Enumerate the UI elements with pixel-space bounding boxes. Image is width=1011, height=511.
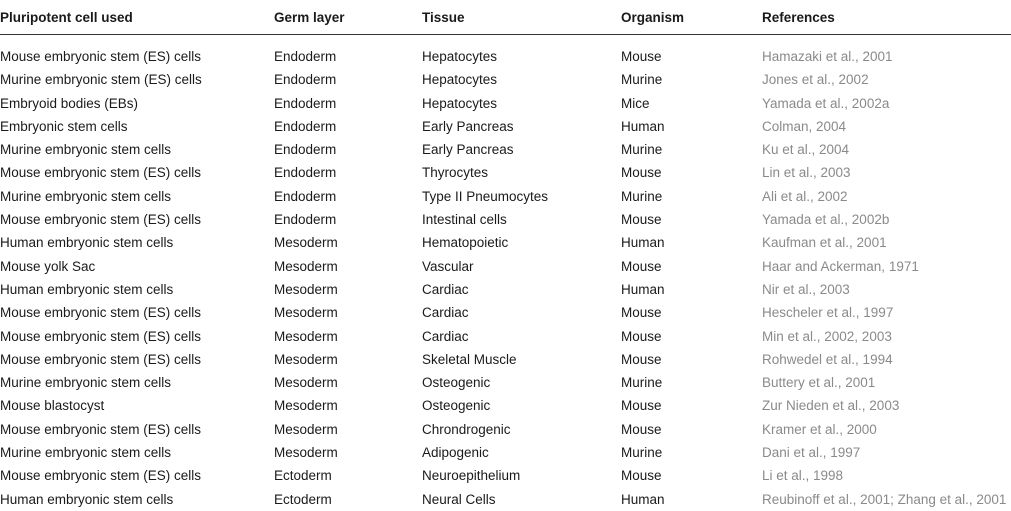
germ-layer-cell: Mesoderm xyxy=(274,421,338,437)
table-row xyxy=(0,68,1011,91)
cell-used-cell: Embryoid bodies (EBs) xyxy=(0,95,139,111)
germ-layer-cell: Endoderm xyxy=(274,72,337,88)
table-row xyxy=(0,255,1011,278)
cell-used-cell: Mouse blastocyst xyxy=(0,398,105,414)
reference-link[interactable]: Lin et al., 2003 xyxy=(762,165,851,181)
germ-layer-cell: Endoderm xyxy=(274,165,337,181)
tissue-cell: Hematopoietic xyxy=(422,235,509,251)
table-row xyxy=(0,301,1011,324)
table-row xyxy=(0,45,1011,68)
organism-cell: Human xyxy=(621,491,665,507)
table-row xyxy=(0,325,1011,348)
tissue-cell: Osteogenic xyxy=(422,375,491,391)
cell-used-cell: Mouse embryonic stem (ES) cells xyxy=(0,468,202,484)
reference-link[interactable]: Yamada et al., 2002b xyxy=(762,212,890,228)
table-row xyxy=(0,138,1011,161)
table-body xyxy=(0,45,1011,511)
germ-layer-cell: Endoderm xyxy=(274,118,337,134)
column-header-references: References xyxy=(762,0,1011,35)
organism-cell: Murine xyxy=(621,188,663,204)
organism-cell: Mouse xyxy=(621,468,662,484)
germ-layer-cell: Endoderm xyxy=(274,142,337,158)
table-row xyxy=(0,441,1011,464)
cell-used-cell: Mouse embryonic stem (ES) cells xyxy=(0,305,202,321)
organism-cell: Mouse xyxy=(621,165,662,181)
germ-layer-cell: Mesoderm xyxy=(274,281,338,297)
organism-cell: Mouse xyxy=(621,328,662,344)
table-row xyxy=(0,161,1011,184)
tissue-cell: Adipogenic xyxy=(422,445,489,461)
cell-used-cell: Human embryonic stem cells xyxy=(0,235,174,251)
germ-layer-cell: Mesoderm xyxy=(274,328,338,344)
organism-cell: Mouse xyxy=(621,305,662,321)
germ-layer-cell: Endoderm xyxy=(274,188,337,204)
cell-used-cell: Murine embryonic stem (ES) cells xyxy=(0,72,202,88)
table-row xyxy=(0,418,1011,441)
reference-link[interactable]: Min et al., 2002, 2003 xyxy=(762,328,892,344)
reference-link[interactable]: Li et al., 1998 xyxy=(762,468,844,484)
reference-link[interactable]: Dani et al., 1997 xyxy=(762,445,861,461)
germ-layer-cell: Ectoderm xyxy=(274,491,332,507)
cell-used-cell: Mouse embryonic stem (ES) cells xyxy=(0,421,202,437)
reference-link[interactable]: Haar and Ackerman, 1971 xyxy=(762,258,919,274)
reference-link[interactable]: Ali et al., 2002 xyxy=(762,188,848,204)
germ-layer-cell: Ectoderm xyxy=(274,468,332,484)
organism-cell: Murine xyxy=(621,142,663,158)
germ-layer-cell: Mesoderm xyxy=(274,305,338,321)
organism-cell: Mouse xyxy=(621,421,662,437)
germ-layer-cell: Mesoderm xyxy=(274,375,338,391)
table-row xyxy=(0,394,1011,417)
organism-cell: Mouse xyxy=(621,258,662,274)
cell-used-cell: Murine embryonic stem cells xyxy=(0,445,172,461)
tissue-cell: Vascular xyxy=(422,258,474,274)
tissue-cell: Thyrocytes xyxy=(422,165,489,181)
germ-layer-cell: Mesoderm xyxy=(274,445,338,461)
germ-layer-cell: Mesoderm xyxy=(274,398,338,414)
column-header-cell-used: Pluripotent cell used xyxy=(0,0,274,35)
reference-link[interactable]: Rohwedel et al., 1994 xyxy=(762,351,893,367)
cell-used-cell: Human embryonic stem cells xyxy=(0,491,174,507)
cell-used-cell: Murine embryonic stem cells xyxy=(0,375,172,391)
cell-used-cell: Mouse yolk Sac xyxy=(0,258,96,274)
reference-link[interactable]: Buttery et al., 2001 xyxy=(762,375,876,391)
reference-link[interactable]: Kaufman et al., 2001 xyxy=(762,235,887,251)
cell-used-cell: Mouse embryonic stem (ES) cells xyxy=(0,328,202,344)
table-row xyxy=(0,92,1011,115)
organism-cell: Mice xyxy=(621,95,650,111)
organism-cell: Murine xyxy=(621,375,663,391)
reference-link[interactable]: Hescheler et al., 1997 xyxy=(762,305,894,321)
table-header xyxy=(0,0,1011,45)
reference-link[interactable]: Reubinoff et al., 2001; Zhang et al., 2001 xyxy=(762,491,1007,507)
table-row xyxy=(0,371,1011,394)
reference-link[interactable]: Kramer et al., 2000 xyxy=(762,421,877,437)
reference-link[interactable]: Nir et al., 2003 xyxy=(762,281,850,297)
table-row xyxy=(0,488,1011,511)
tissue-cell: Cardiac xyxy=(422,328,469,344)
reference-link[interactable]: Hamazaki et al., 2001 xyxy=(762,49,893,64)
table-row xyxy=(0,115,1011,138)
tissue-cell: Cardiac xyxy=(422,281,469,297)
germ-layer-cell: Mesoderm xyxy=(274,235,338,251)
tissue-cell: Early Pancreas xyxy=(422,142,514,158)
tissue-cell: Cardiac xyxy=(422,305,469,321)
table-row xyxy=(0,231,1011,254)
cell-used-cell: Murine embryonic stem cells xyxy=(0,188,172,204)
tissue-cell: Neural Cells xyxy=(422,491,496,507)
tissue-cell: Type II Pneumocytes xyxy=(422,188,549,204)
organism-cell: Human xyxy=(621,118,665,134)
table-row xyxy=(0,185,1011,208)
cell-used-cell: Mouse embryonic stem (ES) cells xyxy=(0,49,202,64)
organism-cell: Human xyxy=(621,235,665,251)
tissue-cell: Hepatocytes xyxy=(422,95,498,111)
reference-link[interactable]: Ku et al., 2004 xyxy=(762,142,850,158)
reference-link[interactable]: Zur Nieden et al., 2003 xyxy=(762,398,900,414)
tissue-cell: Skeletal Muscle xyxy=(422,351,517,367)
table-row xyxy=(0,348,1011,371)
tissue-cell: Hepatocytes xyxy=(422,72,498,88)
organism-cell: Mouse xyxy=(621,398,662,414)
tissue-cell: Chrondrogenic xyxy=(422,421,511,437)
cell-used-cell: Mouse embryonic stem (ES) cells xyxy=(0,212,202,228)
germ-layer-cell: Endoderm xyxy=(274,212,337,228)
reference-link[interactable]: Yamada et al., 2002a xyxy=(762,95,890,111)
organism-cell: Human xyxy=(621,281,665,297)
tissue-cell: Hepatocytes xyxy=(422,49,498,64)
cell-used-cell: Mouse embryonic stem (ES) cells xyxy=(0,165,202,181)
organism-cell: Murine xyxy=(621,72,663,88)
reference-link[interactable]: Jones et al., 2002 xyxy=(762,72,869,88)
table-row xyxy=(0,208,1011,231)
reference-link[interactable]: Colman, 2004 xyxy=(762,118,847,134)
tissue-cell: Intestinal cells xyxy=(422,212,507,228)
organism-cell: Mouse xyxy=(621,212,662,228)
organism-cell: Murine xyxy=(621,445,663,461)
cell-used-cell: Embryonic stem cells xyxy=(0,118,128,134)
tissue-cell: Neuroepithelium xyxy=(422,468,521,484)
column-header-germ-layer: Germ layer xyxy=(274,0,422,35)
table-row xyxy=(0,278,1011,301)
tissue-cell: Early Pancreas xyxy=(422,118,514,134)
tissue-cell: Osteogenic xyxy=(422,398,491,414)
germ-layer-cell: Endoderm xyxy=(274,95,337,111)
organism-cell: Mouse xyxy=(621,49,662,64)
header-row xyxy=(0,0,1011,35)
column-header-tissue: Tissue xyxy=(422,0,621,35)
organism-cell: Mouse xyxy=(621,351,662,367)
germ-layer-cell: Mesoderm xyxy=(274,258,338,274)
cell-used-cell: Human embryonic stem cells xyxy=(0,281,174,297)
cell-used-cell: Murine embryonic stem cells xyxy=(0,142,172,158)
column-header-organism: Organism xyxy=(621,0,762,35)
cell-used-cell: Mouse embryonic stem (ES) cells xyxy=(0,351,202,367)
germ-layer-cell: Mesoderm xyxy=(274,351,338,367)
germ-layer-cell: Endoderm xyxy=(274,49,337,64)
header-spacer xyxy=(0,35,1011,46)
table-row xyxy=(0,464,1011,487)
